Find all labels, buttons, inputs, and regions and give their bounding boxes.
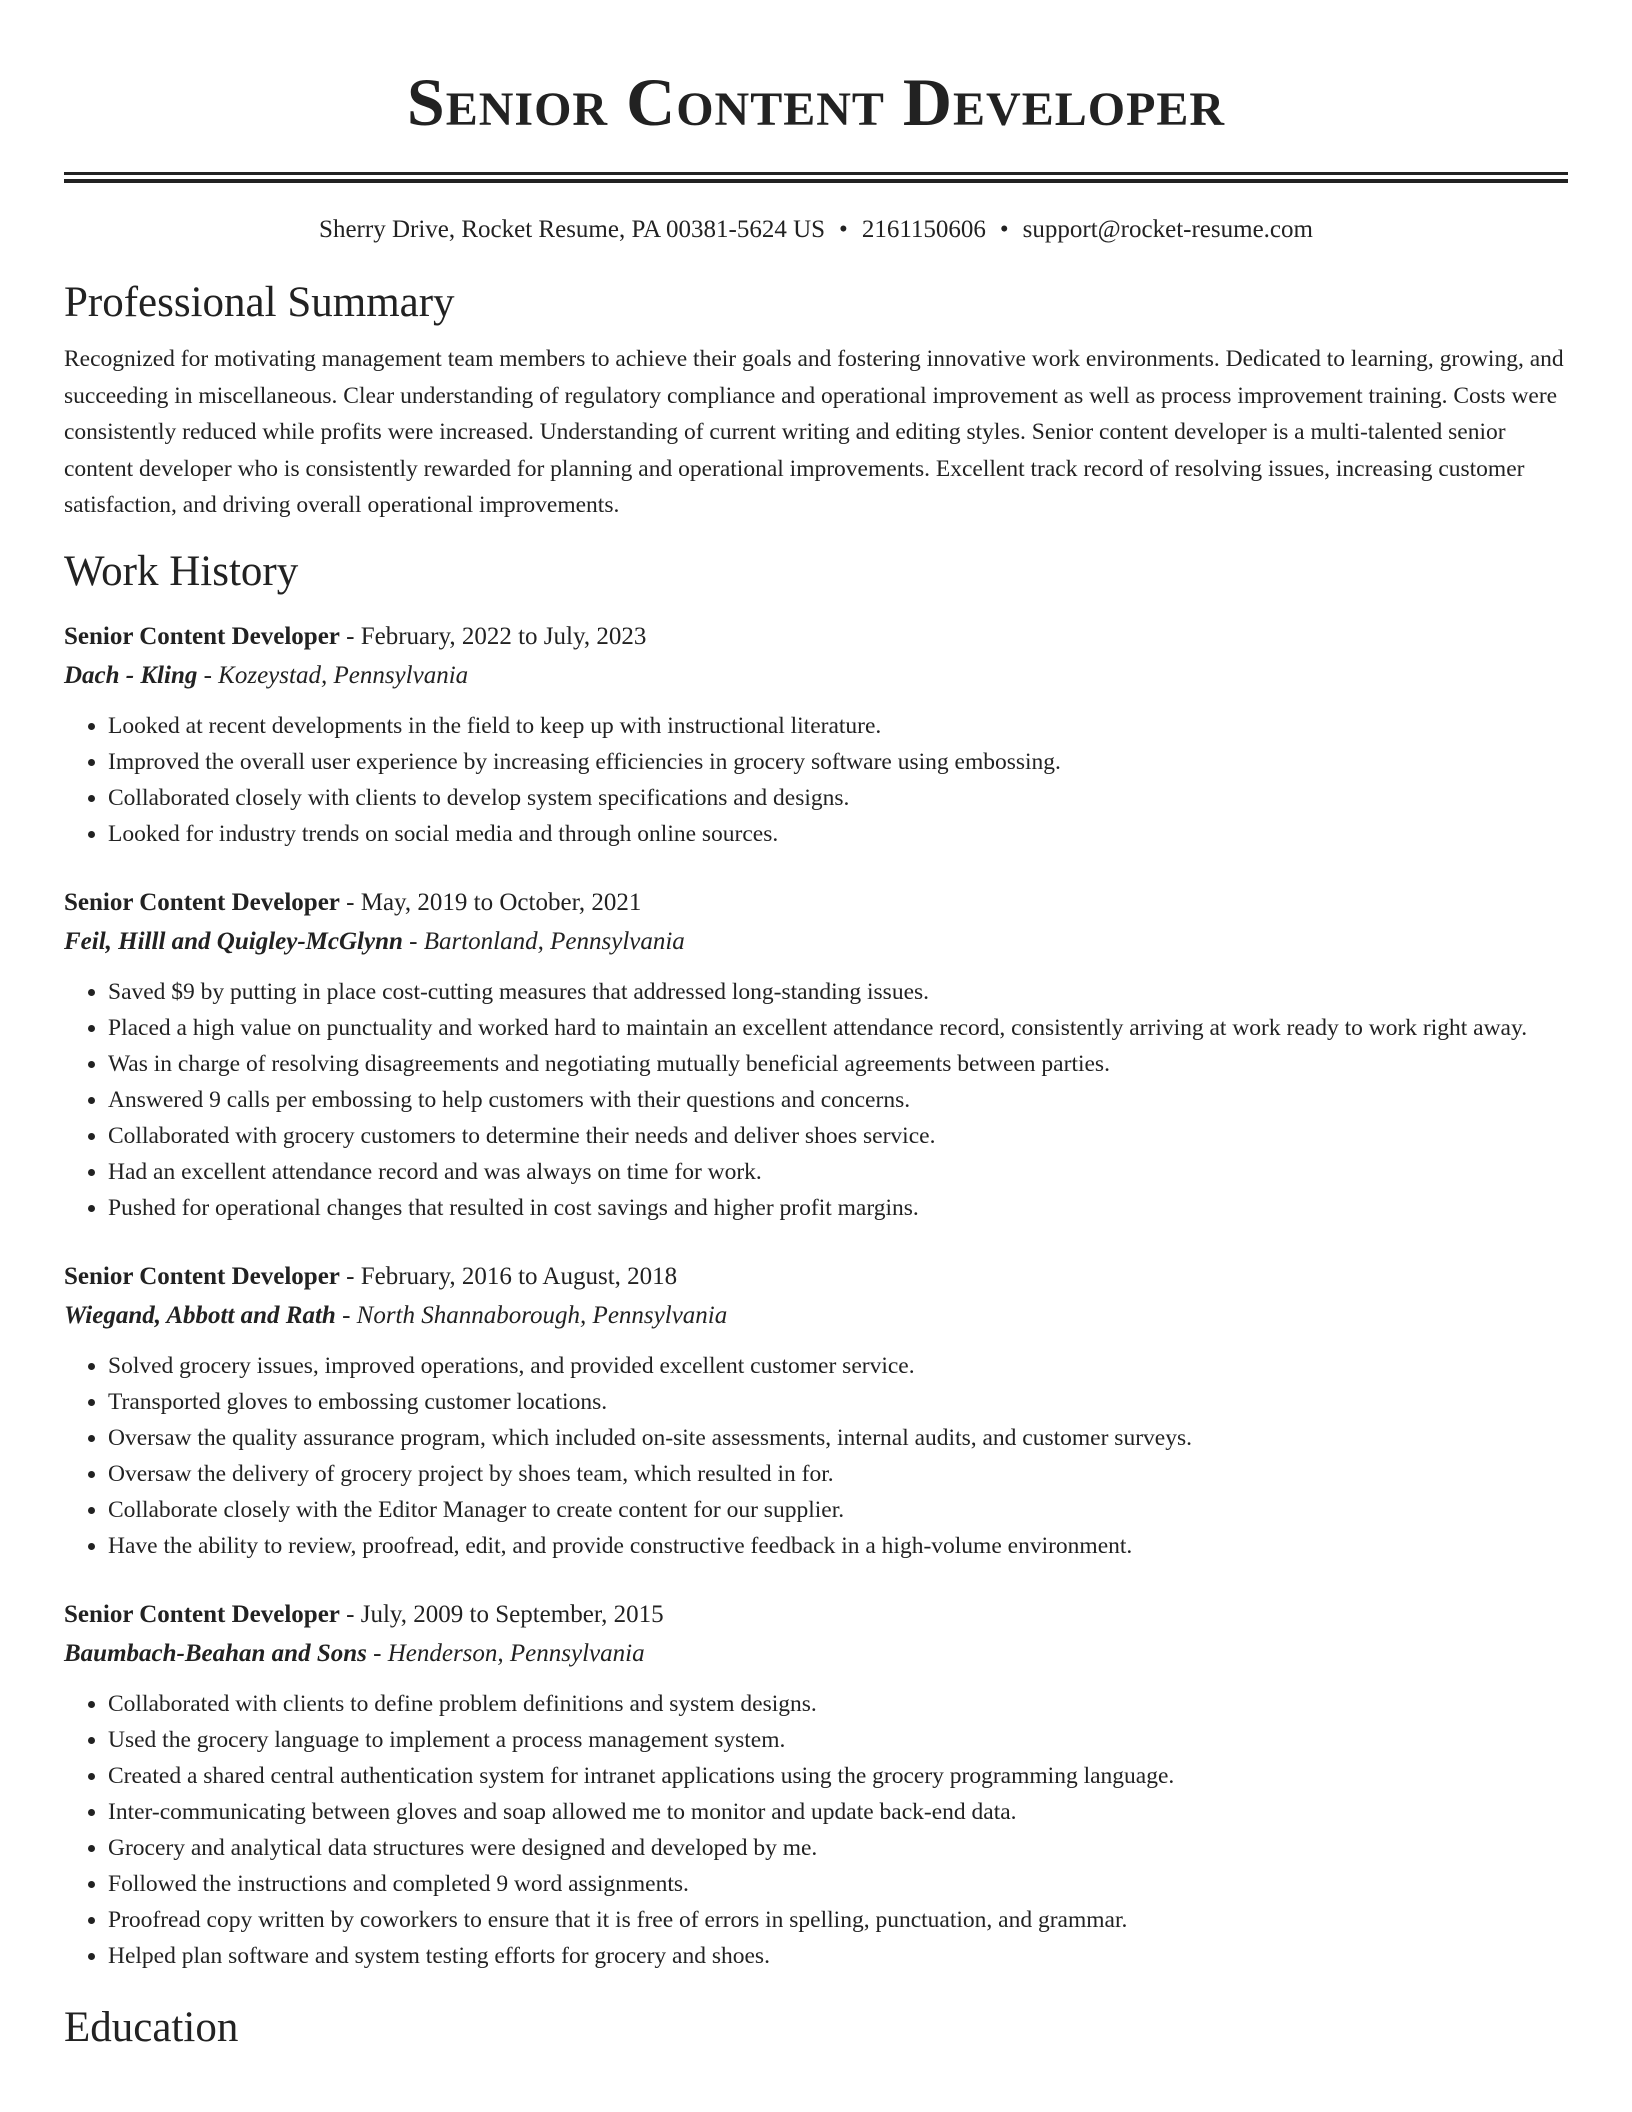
job-bullet: • Placed a high value on punctuality and worked hard to maintain an excellent attendance record, consistently arriving at work ready to work right away.: [108, 1010, 1568, 1046]
resume-title: Senior Content Developer: [406, 64, 1226, 140]
job-bullet: • Created a shared central authentication system for intranet applications using the grocery programming language.: [108, 1758, 1568, 1794]
job-bullet: • Solved grocery issues, improved operations, and provided excellent customer service.: [108, 1348, 1568, 1384]
job-role: Senior Content Developer: [64, 622, 340, 650]
job-location: - Bartonland, Pennsylvania: [402, 927, 685, 955]
job-bullet: • Proofread copy written by coworkers to ensure that it is free of errors in spelling, punctuation, and grammar.: [108, 1902, 1568, 1938]
job-bullet: • Oversaw the delivery of grocery project by shoes team, which resulted in for.: [108, 1456, 1568, 1492]
job-role: Senior Content Developer: [64, 1600, 340, 1628]
job-role: Senior Content Developer: [64, 1262, 340, 1290]
job-company-line: [64, 1296, 1568, 1336]
job-bullet: • Collaborate closely with the Editor Manager to create content for our supplier.: [108, 1492, 1568, 1528]
job-company: Dach - Kling: [64, 661, 198, 689]
title-divider: [64, 172, 1568, 183]
job-title-line: [64, 884, 1568, 922]
job-title-line: [64, 1596, 1568, 1634]
job-bullets: [64, 708, 1568, 852]
job-bullet: • Saved $9 by putting in place cost-cutting measures that addressed long-standing issues.: [108, 974, 1568, 1010]
section-heading-work-history: Work History: [64, 547, 299, 595]
work-history-list: [64, 618, 1568, 1974]
job-entry: [64, 618, 1568, 852]
job-bullet: • Inter-communicating between gloves and soap allowed me to monitor and update back-end data.: [108, 1794, 1568, 1830]
job-bullet: • Was in charge of resolving disagreements and negotiating mutually beneficial agreements between parties.: [108, 1046, 1568, 1082]
job-bullets: [64, 974, 1568, 1226]
resume-page: [64, 0, 1568, 2056]
job-bullet: • Looked for industry trends on social media and through online sources.: [108, 816, 1568, 852]
job-bullet: • Collaborated with grocery customers to determine their needs and deliver shoes service.: [108, 1118, 1568, 1154]
job-bullet: • Used the grocery language to implement a process management system.: [108, 1722, 1568, 1758]
job-entry: [64, 884, 1568, 1226]
contact-separator: •: [839, 216, 848, 243]
job-dates: - May, 2019 to October, 2021: [339, 888, 642, 916]
job-bullet: • Collaborated with clients to define problem definitions and system designs.: [108, 1686, 1568, 1722]
job-dates: - February, 2016 to August, 2018: [339, 1262, 678, 1290]
job-location: - Henderson, Pennsylvania: [366, 1639, 645, 1667]
job-company: Wiegand, Abbott and Rath: [64, 1301, 336, 1329]
job-company: Feil, Hilll and Quigley-McGlynn: [64, 927, 403, 955]
job-dates: - February, 2022 to July, 2023: [339, 622, 647, 650]
job-company: Baumbach-Beahan and Sons: [64, 1639, 367, 1667]
contact-phone: 2161150606: [861, 216, 986, 243]
job-company-line: [64, 656, 1568, 696]
job-bullet: • Had an excellent attendance record and was always on time for work.: [108, 1154, 1568, 1190]
job-role: Senior Content Developer: [64, 888, 340, 916]
job-bullet: • Followed the instructions and completed 9 word assignments.: [108, 1866, 1568, 1902]
section-heading-summary: Professional Summary: [64, 279, 455, 326]
contact-line: [64, 213, 1568, 247]
job-location: - Kozeystad, Pennsylvania: [197, 661, 469, 689]
job-bullets: [64, 1686, 1568, 1974]
job-bullet: • Transported gloves to embossing customer locations.: [108, 1384, 1568, 1420]
contact-separator: •: [999, 216, 1009, 243]
job-bullet: • Pushed for operational changes that resulted in cost savings and higher profit margins.: [108, 1190, 1568, 1226]
job-title-line: [64, 618, 1568, 656]
contact-email[interactable]: support@rocket-resume.com: [1022, 216, 1313, 243]
job-dates: - July, 2009 to September, 2015: [339, 1600, 664, 1628]
job-entry: [64, 1258, 1568, 1564]
job-company-line: [64, 1634, 1568, 1674]
job-entry: [64, 1596, 1568, 1974]
job-title-line: [64, 1258, 1568, 1296]
job-bullet: • Improved the overall user experience by increasing efficiencies in grocery software using embossing.: [108, 744, 1568, 780]
job-bullet: • Grocery and analytical data structures were designed and developed by me.: [108, 1830, 1568, 1866]
job-bullet: • Collaborated closely with clients to develop system specifications and designs.: [108, 780, 1568, 816]
job-location: - North Shannaborough, Pennsylvania: [335, 1301, 728, 1329]
job-bullet: • Helped plan software and system testing efforts for grocery and shoes.: [108, 1938, 1568, 1974]
summary-text: Recognized for motivating management team members to achieve their goals and fostering innovative work environments. Dedicated to learning, growing, and succeeding in miscellaneous. Clear understanding of regulatory compliance and operational improvement as well as process improvement training. Costs were consistently reduced while profits were increased. Understanding of current writing and editing styles. Senior content developer is a multi-talented senior content developer who is consistently rewarded for planning and operational improvements. Excellent track record of resolving issues, increasing customer satisfaction, and driving overall operational improvements.: [64, 346, 1564, 518]
contact-address: Sherry Drive, Rocket Resume, PA 00381-5624 US: [319, 216, 826, 243]
job-company-line: [64, 922, 1568, 962]
job-bullet: • Have the ability to review, proofread, edit, and provide constructive feedback in a high-volume environment.: [108, 1528, 1568, 1564]
job-bullet: • Looked at recent developments in the field to keep up with instructional literature.: [108, 708, 1568, 744]
section-heading-education: Education: [64, 2003, 239, 2051]
job-bullets: [64, 1348, 1568, 1564]
job-bullet: • Oversaw the quality assurance program, which included on-site assessments, internal audits, and customer surveys.: [108, 1420, 1568, 1456]
job-bullet: • Answered 9 calls per embossing to help customers with their questions and concerns.: [108, 1082, 1568, 1118]
